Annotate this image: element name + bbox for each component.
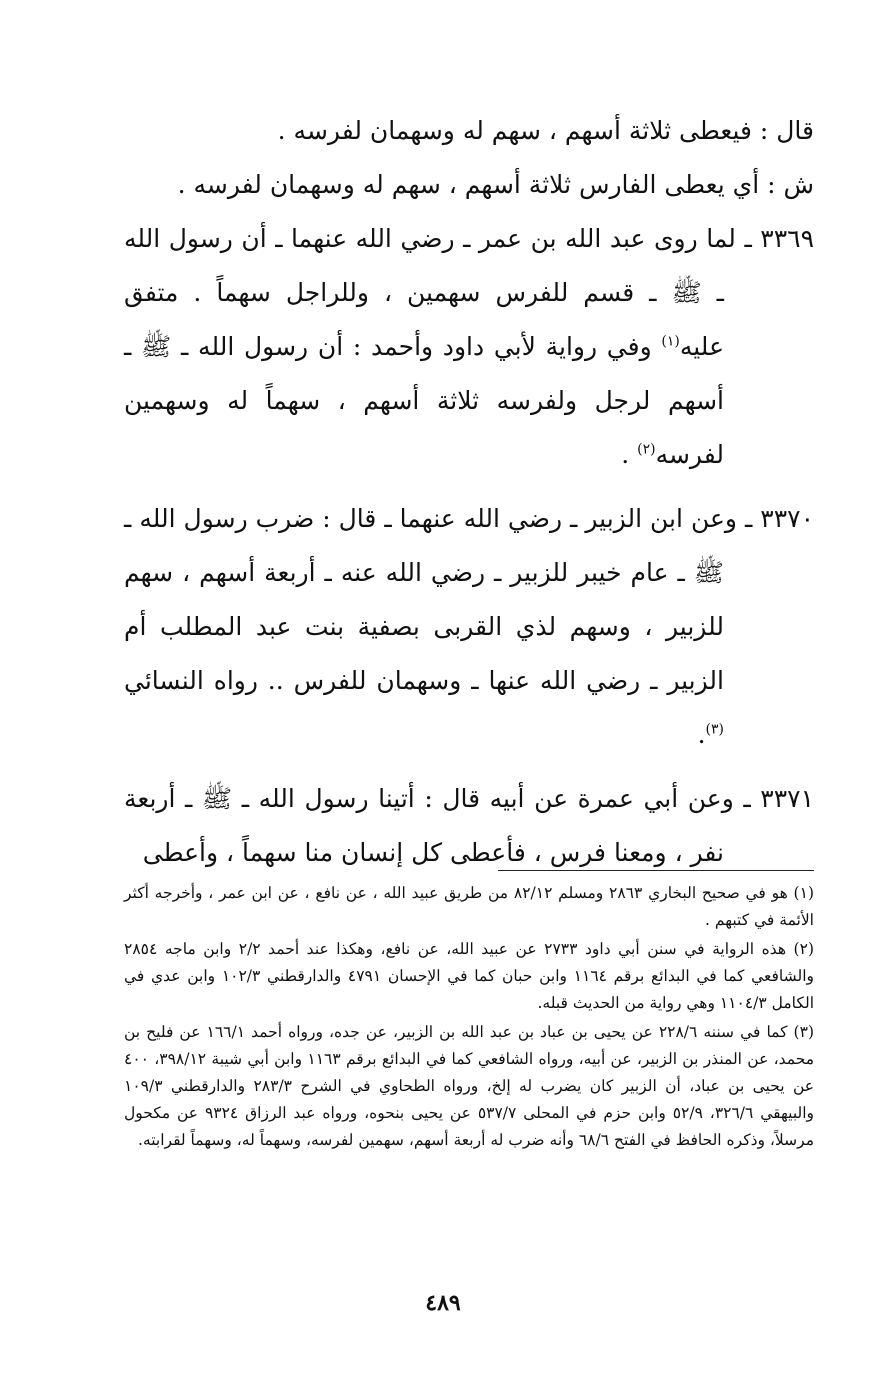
- hadith-3370: ٣٣٧٠ ـ وعن ابن الزبير ـ رضي الله عنهما ـ قال : ضرب رسول الله ـ ﷺ ـ عام خيبر للزبير ـ رضي الله عنه ـ أربعة أسهم ، سهم للزبير ، وسهم لذي القربى بصفية بنت عبد المطلب أم الزبير ـ رضي الله عنها ـ وسهمان للفرس .. رواه النسائي $^{(٣)}$.: [124, 492, 814, 762]
- sharh-line: ش : أي يعطى الفارس ثلاثة أسهم ، سهم له وسهمان لفرسه .: [177, 170, 814, 199]
- footnote-divider: [498, 870, 814, 871]
- footnote-3: (٣) كما في سننه ٢٢٨/٦ عن يحيى بن عباد بن عبد الله بن الزبير، عن جده، ورواه أحمد ١٦٦/١ عن فليح بن محمد، عن المنذر بن الزبير، عن أبيه، ورواه الشافعي كما في البدائع برقم ١١٦٣ وابن أبي شيبة ٣٩٨/١٢، ٤٠٠ عن يحيى بن عباد، أن الزبير كان يضرب له إلخ، ورواه الطحاوي في الشرح ٢٨٣/٣ والدارقطني ١٠٩/٣ والبيهقي ٣٢٦/٦، ٥٢/٩ وابن حزم في المحلى ٥٣٧/٧ عن يحيى بنحوه، ورواه عبد الرزاق ٩٣٢٤ عن مكحول مرسلاً، وذكره الحافظ في الفتح ٦٨/٦ وأنه ضرب له أربعة أسهم، سهمين لفرسه، وسهماً له، وسهماً لقرابته.: [124, 1023, 815, 1149]
- footnote-marker: (٢): [637, 441, 656, 458]
- main-text: [124, 104, 814, 890]
- hadith-text: .: [697, 720, 706, 749]
- hadith-number: ٣٣٦٩: [760, 224, 815, 253]
- hadith-text: .: [621, 440, 638, 469]
- hadith-text: وفي رواية لأبي داود وأحمد : أن رسول الله ـ ﷺ ـ أسهم لرجل ولفرسه ثلاثة أسهم ، سهماً له وسهمين لفرسه: [124, 332, 724, 469]
- hadith-text: وعن أبي عمرة عن أبيه قال : أتينا رسول الله ـ ﷺ ـ أربعة نفر ، ومعنا فرس ، فأعطى كل إنسان منا سهماً ، وأعطى: [124, 784, 734, 867]
- hadith-number: ٣٣٧١: [760, 784, 815, 813]
- hadith-text: وعن ابن الزبير ـ رضي الله عنهما ـ قال : ضرب رسول الله ـ ﷺ ـ عام خيبر للزبير ـ رضي الله عنه ـ أربعة أسهم ، سهم للزبير ، وسهم لذي القربى بصفية بنت عبد المطلب أم الزبير ـ رضي الله عنها ـ وسهمان للفرس .. رواه النسائي: [124, 504, 737, 695]
- footnote-1: (١) هو في صحيح البخاري ٢٨٦٣ ومسلم ٨٢/١٢ من طريق عبيد الله ، عن نافع ، عن ابن عمر ، وأخرجه أكثر الأئمة في كتبهم .: [124, 884, 814, 929]
- footnote-marker: (١): [661, 333, 680, 350]
- hadith-text: لما روى عبد الله بن عمر ـ رضي الله عنهما ـ أن رسول الله ـ ﷺ ـ قسم للفرس سهمين ، وللراجل سهماً . متفق عليه: [124, 224, 736, 361]
- page-number: ٤٨٩: [425, 1290, 461, 1316]
- matn-line: قال : فيعطى ثلاثة أسهم ، سهم له وسهمان لفرسه .: [277, 116, 814, 145]
- footnote-2: (٢) هذه الرواية في سنن أبي داود ٢٧٣٣ عن عبيد الله، عن نافع، وهكذا عند أحمد ٢/٢ وابن ماجه ٢٨٥٤ والشافعي كما في البدائع برقم ١١٦٤ وابن حبان كما في الإحسان ٤٧٩١ والدارقطني ١٠٢/٣ وابن عدي في الكامل ١١٠٤/٣ وهي رواية من الحديث قبله.: [124, 940, 814, 1012]
- footnotes: [124, 880, 814, 1156]
- hadith-3369: ٣٣٦٩ ـ لما روى عبد الله بن عمر ـ رضي الله عنهما ـ أن رسول الله ـ ﷺ ـ قسم للفرس سهمين ، وللراجل سهماً . متفق عليه$^{(١)}$ وفي رواية لأبي داود وأحمد : أن رسول الله ـ ﷺ ـ أسهم لرجل ولفرسه ثلاثة أسهم ، سهماً له وسهمين لفرسه$^{(٢)}$ .: [124, 212, 814, 482]
- hadith-3371: ٣٣٧١ ـ وعن أبي عمرة عن أبيه قال : أتينا رسول الله ـ ﷺ ـ أربعة نفر ، ومعنا فرس ، فأعطى كل إنسان منا سهماً ، وأعطى: [124, 772, 814, 880]
- footnote-marker: (٣): [705, 721, 724, 738]
- hadith-number: ٣٣٧٠: [760, 504, 814, 533]
